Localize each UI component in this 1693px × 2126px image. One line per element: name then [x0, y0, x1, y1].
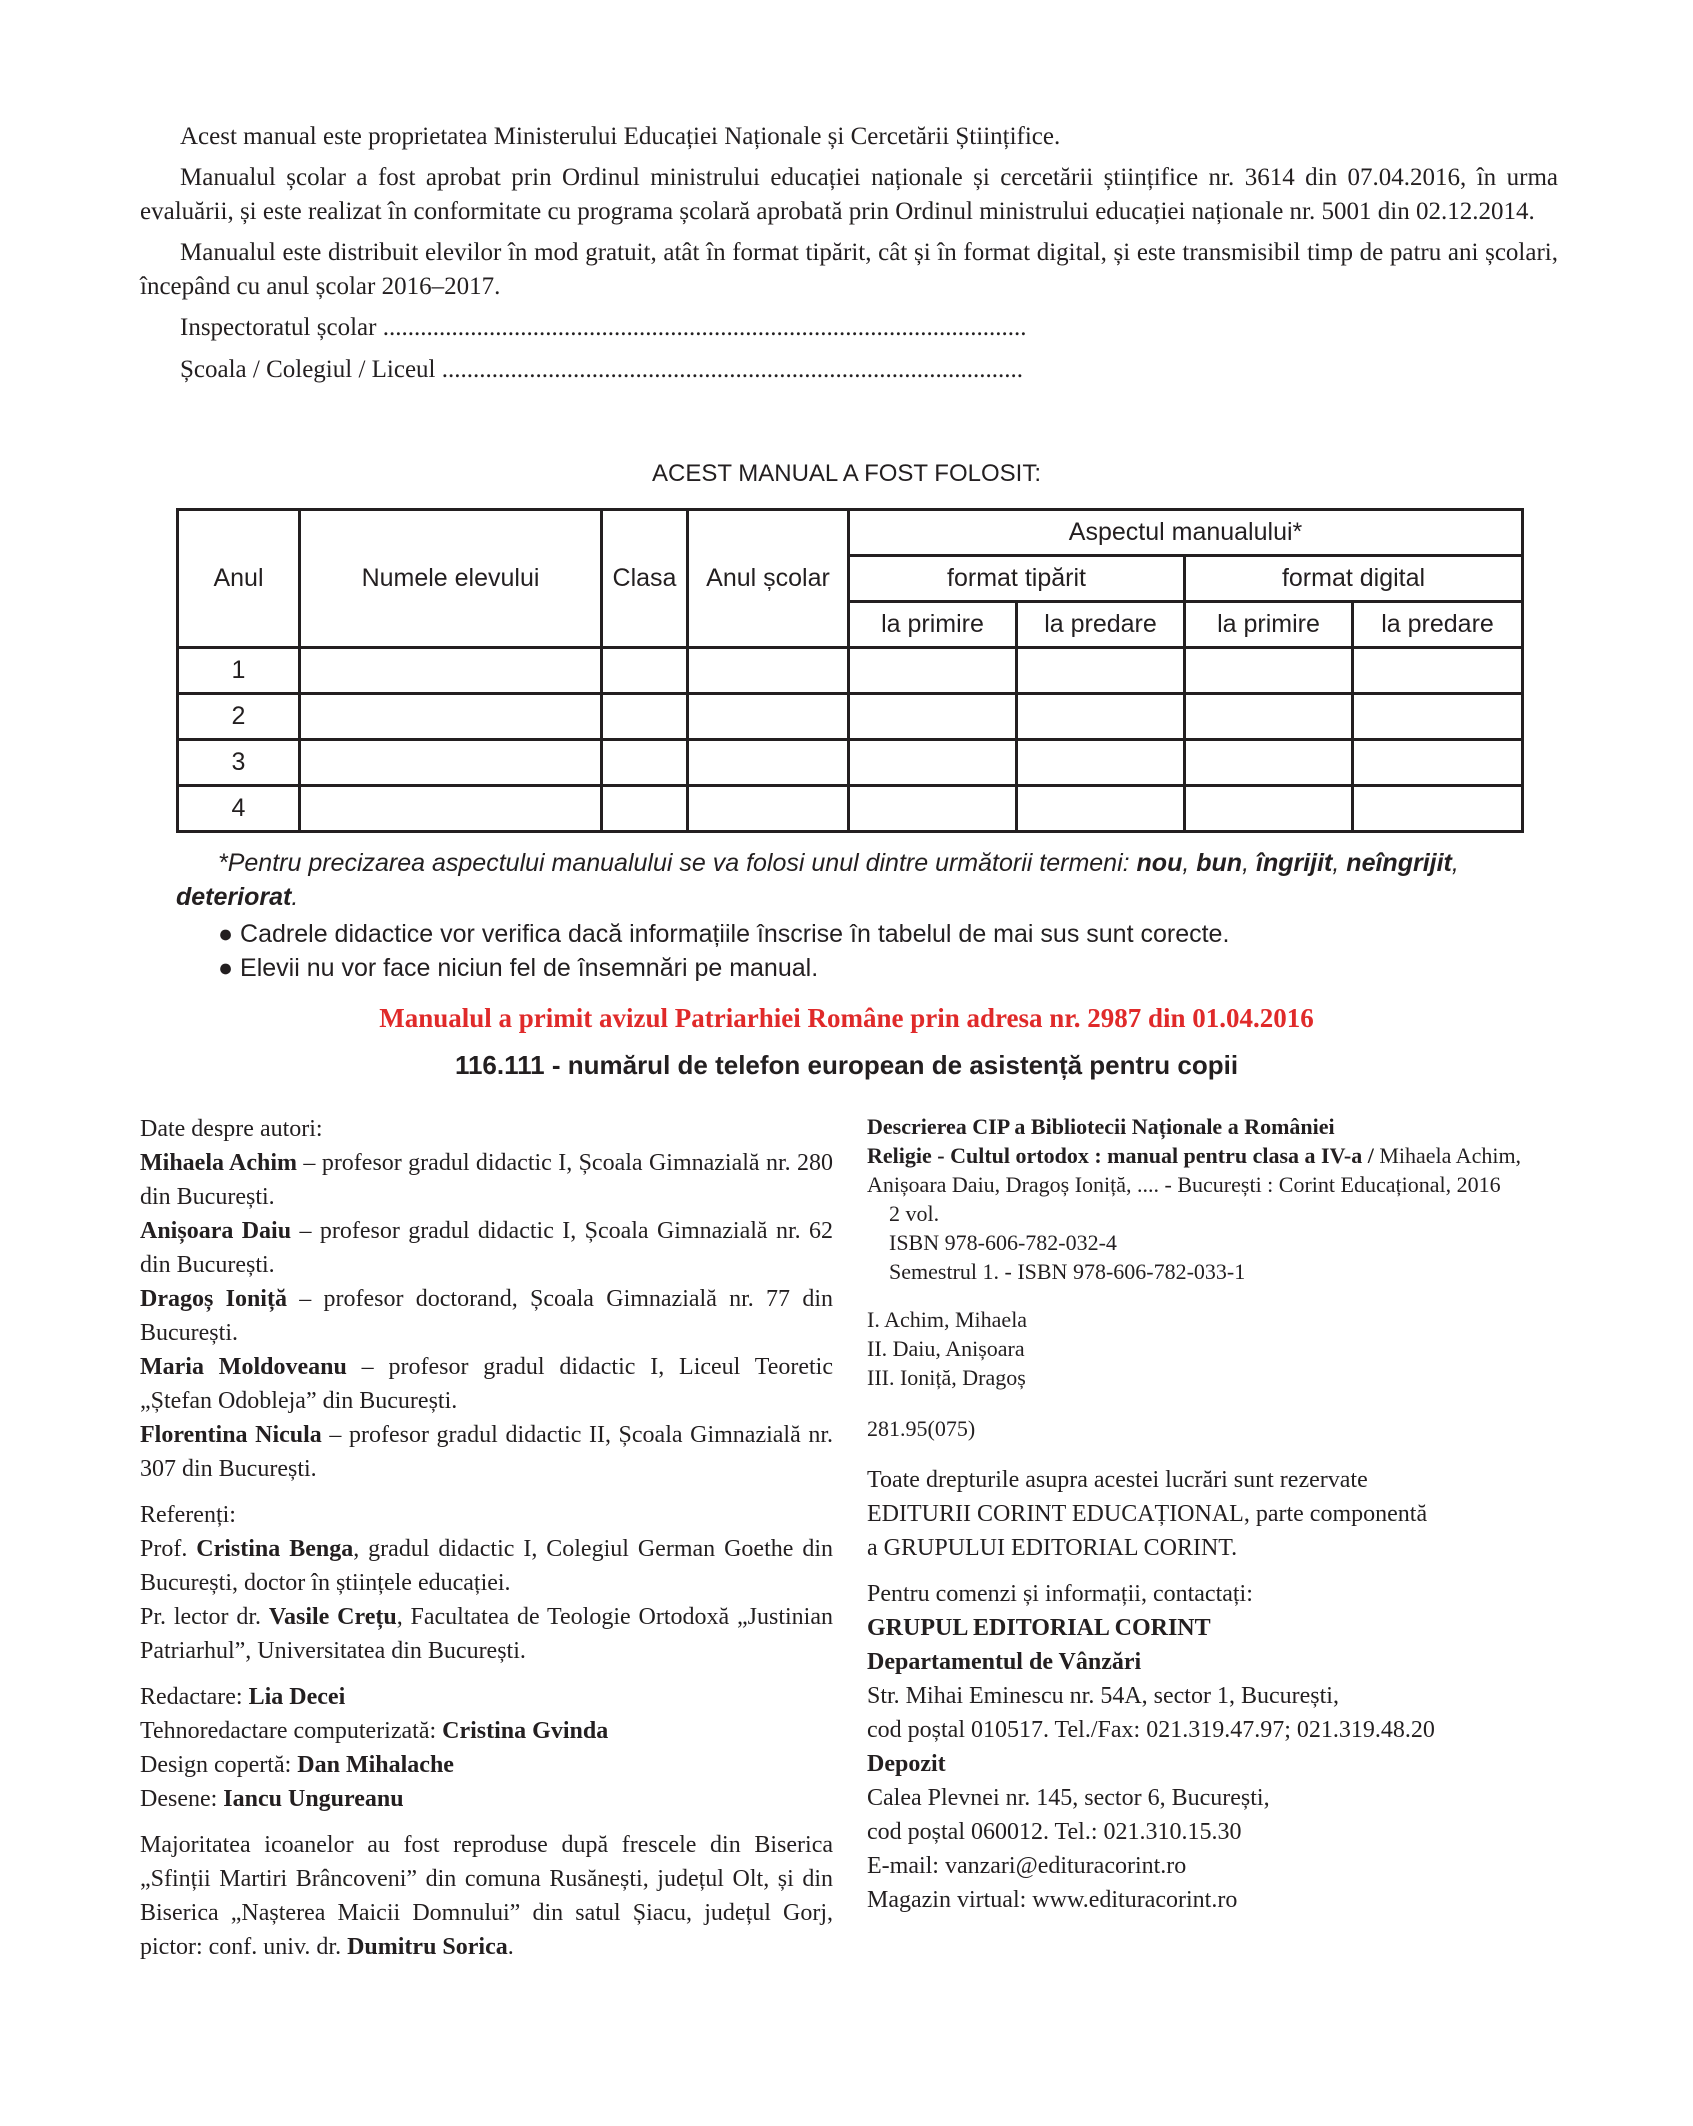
author-entry: Florentina Nicula – profesor gradul didactic II, Școala Gimnazială nr. 307 din București.	[140, 1422, 833, 1482]
cell	[1017, 786, 1185, 832]
header-numele-elevului: Numele elevului	[300, 510, 602, 648]
table-row	[178, 740, 1523, 786]
author-name: Maria Moldoveanu	[140, 1354, 347, 1380]
distribution-paragraph: Manualul este distribuit elevilor în mod gratuit, atât în format tipărit, cât și în format digital, și este transmisibil timp de patru ani școlari, începând cu anul școlar 2016–2017.	[140, 239, 1558, 300]
cell	[688, 648, 849, 694]
term-bun: bun	[1196, 849, 1243, 877]
patriarchy-approval: Manualul a primit avizul Patriarhiei Române prin adresa nr. 2987 din 01.04.2016	[379, 1003, 1314, 1033]
term-deteriorat: deteriorat	[176, 883, 292, 911]
cell	[688, 740, 849, 786]
authors-column	[140, 1112, 833, 1964]
usage-table-title: ACEST MANUAL A FOST FOLOSIT:	[652, 460, 1041, 487]
contact-email: E-mail: vanzari@edituracorint.ro	[867, 1853, 1187, 1879]
header-aspect: Aspectul manualului*	[849, 510, 1523, 556]
credit-entry: Tehnoredactare computerizată: Cristina Gvinda	[140, 1718, 609, 1744]
contact-department: Departamentul de Vânzări	[867, 1649, 1142, 1675]
cip-title: Descrierea CIP a Bibliotecii Naționale a României	[867, 1114, 1335, 1139]
cell	[1185, 648, 1353, 694]
cell	[1353, 740, 1523, 786]
cell	[688, 694, 849, 740]
author-entry: Maria Moldoveanu – profesor gradul didactic I, Liceul Teoretic „Ștefan Odobleja” din București.	[140, 1354, 833, 1414]
icons-note: Majoritatea icoanelor au fost reproduse după frescele din Biserica „Sfinții Martiri Brâncoveni” din comuna Rusănești, județul Olt, și din Biserica „Nașterea Maicii Domnului” din satul Șiacu, județul Gorj, pictor: conf. univ. dr. Dumitru Sorica.	[140, 1832, 833, 1960]
header-format-digital: format digital	[1185, 556, 1523, 602]
cip-book-title: Religie - Cultul ortodox : manual pentru clasa a IV-a /	[867, 1143, 1374, 1168]
approval-paragraph: Manualul școlar a fost aprobat prin Ordinul ministrului educației naționale și cercetării științifice nr. 3614 din 07.04.2016, în urma evaluării, și este realizat în conformitate cu programa școlară aprobată prin Ordinul ministrului educației naționale nr. 5001 din 02.12.2014.	[140, 164, 1558, 225]
table-header-row	[178, 510, 1523, 556]
cell	[1017, 740, 1185, 786]
contact-block	[867, 1577, 1567, 1917]
credit-name: Lia Decei	[248, 1684, 346, 1710]
aspect-footnote: *Pentru precizarea aspectului manualului se va folosi unul dintre următorii termeni: nou, bun, îngrijit, neîngrijit, deteriorat.	[176, 849, 1459, 911]
cell	[602, 694, 688, 740]
contact-address: cod poștal 010517. Tel./Fax: 021.319.47.97; 021.319.48.20	[867, 1717, 1435, 1743]
depot-address: cod poștal 060012. Tel.: 021.310.15.30	[867, 1819, 1242, 1845]
usage-notes	[176, 846, 1521, 985]
cip-udc: 281.95(075)	[867, 1416, 976, 1441]
contact-depot: Depozit	[867, 1751, 946, 1777]
cell	[602, 740, 688, 786]
row-number: 1	[178, 648, 300, 694]
referents-heading: Referenți:	[140, 1502, 236, 1528]
cip-volumes: 2 vol.	[889, 1201, 940, 1226]
credit-entry: Redactare: Lia Decei	[140, 1684, 346, 1710]
cip-index-3: III. Ioniță, Dragoș	[867, 1365, 1026, 1390]
cip-index-2: II. Daiu, Anișoara	[867, 1336, 1025, 1361]
cell	[602, 648, 688, 694]
credit-entry: Design copertă: Dan Mihalache	[140, 1752, 454, 1778]
rights-line: Toate drepturile asupra acestei lucrări sunt rezervate	[867, 1467, 1368, 1493]
term-neingrijit: neîngrijit	[1346, 849, 1452, 877]
author-entry: Dragoș Ioniță – profesor doctorand, Școala Gimnazială nr. 77 din București.	[140, 1286, 834, 1346]
contact-website: Magazin virtual: www.edituracorint.ro	[867, 1887, 1238, 1913]
cip-description: Religie - Cultul ortodox : manual pentru clasa a IV-a / Mihaela Achim, Anișoara Daiu, Dragoș Ioniță, .... - București : Corint Educațional, 2016	[867, 1143, 1522, 1197]
cell	[1353, 786, 1523, 832]
table-row	[178, 694, 1523, 740]
ownership-paragraph: Acest manual este proprietatea Ministerului Educației Naționale și Cercetării Științifice.	[180, 123, 1061, 150]
header-la-predare: la predare	[1017, 602, 1185, 648]
cell	[688, 786, 849, 832]
cell	[300, 740, 602, 786]
author-entry: Anișoara Daiu – profesor gradul didactic I, Școala Gimnazială nr. 62 din București.	[140, 1218, 833, 1278]
cip-isbn: ISBN 978-606-782-032-4	[889, 1230, 1117, 1255]
cell	[1353, 694, 1523, 740]
contact-group: GRUPUL EDITORIAL CORINT	[867, 1615, 1211, 1641]
row-number: 4	[178, 786, 300, 832]
cell	[1185, 740, 1353, 786]
cell	[1017, 648, 1185, 694]
header-la-primire: la primire	[1185, 602, 1353, 648]
header-clasa: Clasa	[602, 510, 688, 648]
header-anul: Anul	[178, 510, 300, 648]
school-line: Școala / Colegiul / Liceul .............................................................................................	[180, 356, 1023, 383]
credit-entry: Desene: Iancu Ungureanu	[140, 1786, 404, 1812]
cell	[849, 786, 1017, 832]
row-number: 2	[178, 694, 300, 740]
referent-name: Vasile Crețu	[268, 1604, 397, 1630]
bullet-teachers: ● Cadrele didactice vor verifica dacă informațiile înscrise în tabelul de mai sus sunt corecte.	[218, 920, 1230, 948]
painter-name: Dumitru Sorica	[347, 1934, 508, 1960]
author-entry: Mihaela Achim – profesor gradul didactic I, Școala Gimnazială nr. 280 din București.	[140, 1150, 833, 1210]
contact-address: Str. Mihai Eminescu nr. 54A, sector 1, București,	[867, 1683, 1339, 1709]
header-anul-scolar: Anul școlar	[688, 510, 849, 648]
term-ingrijit: îngrijit	[1256, 849, 1333, 877]
inspectorat-line: Inspectoratul școlar .......................................................................................................	[180, 314, 1027, 341]
referent-name: Cristina Benga	[196, 1536, 354, 1562]
depot-address: Calea Plevnei nr. 145, sector 6, București,	[867, 1785, 1270, 1811]
rights-block	[867, 1463, 1567, 1565]
credit-name: Dan Mihalache	[297, 1752, 454, 1778]
cell	[602, 786, 688, 832]
cell	[1017, 694, 1185, 740]
cell	[300, 694, 602, 740]
contact-intro: Pentru comenzi și informații, contactați:	[867, 1581, 1253, 1607]
author-name: Mihaela Achim	[140, 1150, 298, 1176]
row-number: 3	[178, 740, 300, 786]
usage-table	[176, 508, 1524, 833]
cip-semester: Semestrul 1. - ISBN 978-606-782-033-1	[889, 1259, 1246, 1284]
bullet-students: ● Elevii nu vor face niciun fel de însemnări pe manual.	[218, 954, 819, 982]
cip-index-1: I. Achim, Mihaela	[867, 1307, 1028, 1332]
intro-section	[140, 120, 1558, 395]
referent-entry: Pr. lector dr. Vasile Crețu, Facultatea de Teologie Ortodoxă „Justinian Patriarhul”, Universitatea din București.	[140, 1604, 833, 1664]
credit-name: Cristina Gvinda	[442, 1718, 609, 1744]
cell	[849, 740, 1017, 786]
cell	[1353, 648, 1523, 694]
child-helpline: 116.111 - numărul de telefon european de asistență pentru copii	[454, 1050, 1239, 1080]
author-name: Dragoș Ioniță	[140, 1286, 287, 1312]
term-nou: nou	[1136, 849, 1183, 877]
cell	[300, 786, 602, 832]
author-name: Anișoara Daiu	[140, 1218, 292, 1244]
rights-line: a GRUPULUI EDITORIAL CORINT.	[867, 1535, 1238, 1561]
publisher-column	[867, 1112, 1567, 1917]
cell	[849, 648, 1017, 694]
authors-heading: Date despre autori:	[140, 1116, 323, 1142]
cell	[849, 694, 1017, 740]
author-name: Florentina Nicula	[140, 1422, 322, 1448]
referent-entry: Prof. Cristina Benga, gradul didactic I, Colegiul German Goethe din București, doctor în științele educației.	[140, 1536, 833, 1596]
header-la-predare: la predare	[1353, 602, 1523, 648]
header-la-primire: la primire	[849, 602, 1017, 648]
rights-line: EDITURII CORINT EDUCAȚIONAL, parte componentă	[867, 1501, 1428, 1527]
table-row	[178, 786, 1523, 832]
credit-name: Iancu Ungureanu	[223, 1786, 404, 1812]
header-format-tiparit: format tipărit	[849, 556, 1185, 602]
table-row	[178, 648, 1523, 694]
cell	[300, 648, 602, 694]
cell	[1185, 786, 1353, 832]
cell	[1185, 694, 1353, 740]
